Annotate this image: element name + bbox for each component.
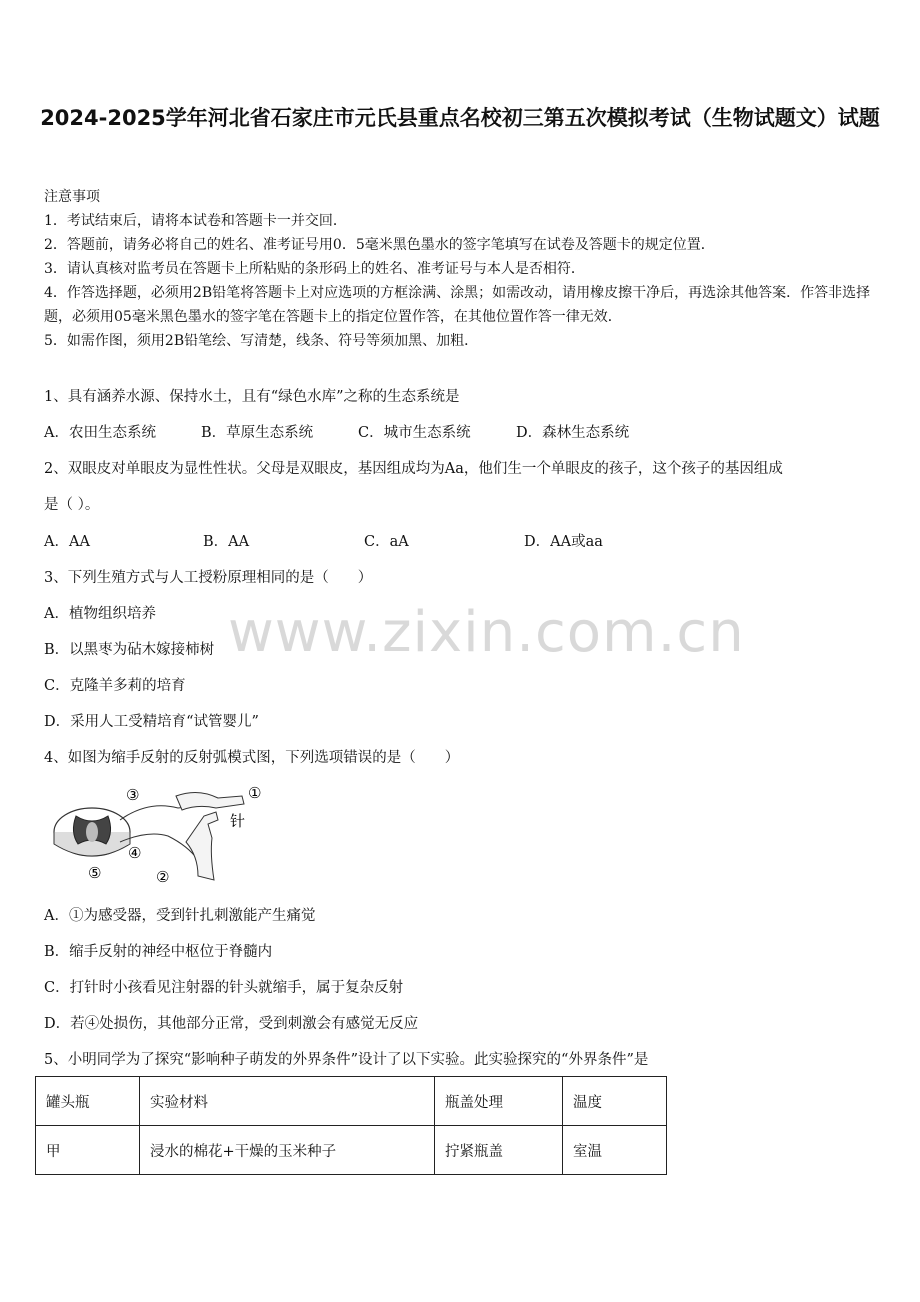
- option-a: A．农田生态系统: [44, 425, 156, 441]
- option-d: D．森林生态系统: [516, 425, 630, 441]
- option-a: A．①为感受器，受到针扎刺激能产生痛觉: [44, 908, 316, 924]
- option-b: B．缩手反射的神经中枢位于脊髓内: [44, 944, 273, 960]
- label-1: ①: [248, 784, 262, 802]
- option-d: D．AA或aa: [524, 534, 603, 550]
- watermark: www.zixin.com.cn: [228, 600, 745, 665]
- label-5: ⑤: [88, 864, 102, 882]
- question-3-stem: 3、下列生殖方式与人工授粉原理相同的是（ ）: [44, 570, 373, 586]
- notice-item: 5．如需作图，须用2B铅笔绘、写清楚，线条、符号等须加黑、加粗．: [44, 333, 479, 349]
- table-header: 罐头瓶: [36, 1077, 140, 1126]
- label-3: ③: [126, 786, 140, 804]
- table-cell: 甲: [36, 1126, 140, 1175]
- option-b: B．以黑枣为砧木嫁接柿树: [44, 642, 215, 658]
- notice-heading: 注意事项: [44, 189, 100, 205]
- notice-item: 2．答题前，请务必将自己的姓名、准考证号用0．5毫米黑色墨水的签字笔填写在试卷及答题卡的规定位置．: [44, 237, 715, 253]
- table-cell: 拧紧瓶盖: [435, 1126, 563, 1175]
- option-c: C．城市生态系统: [358, 425, 471, 441]
- question-1-stem: 1、具有涵养水源、保持水土，且有“绿色水库”之称的生态系统是: [44, 389, 460, 405]
- question-5-stem: 5、小明同学为了探究“影响种子萌发的外界条件”设计了以下实验。此实验探究的“外界条件”是: [44, 1052, 649, 1068]
- table-cell: 室温: [563, 1126, 667, 1175]
- option-b: B．AA: [203, 534, 250, 550]
- option-c: C．aA: [364, 534, 409, 550]
- option-a: A．AA: [44, 534, 90, 550]
- table-cell: 浸水的棉花+干燥的玉米种子: [140, 1126, 435, 1175]
- option-d: D．若④处损伤，其他部分正常，受到刺激会有感觉无反应: [44, 1016, 419, 1032]
- label-2: ②: [156, 868, 170, 886]
- notice-item: 3．请认真核对监考员在答题卡上所粘贴的条形码上的姓名、准考证号与本人是否相符．: [44, 261, 585, 277]
- experiment-table: [35, 1076, 667, 1175]
- question-2-stem-cont: 是（ ）。: [44, 497, 100, 513]
- option-c: C．打针时小孩看见注射器的针头就缩手，属于复杂反射: [44, 980, 404, 996]
- spinal-cord-figure: [54, 808, 130, 856]
- label-needle: 针: [230, 812, 246, 830]
- page-title: 2024-2025学年河北省石家庄市元氏县重点名校初三第五次模拟考试（生物试题文）试题: [40, 106, 880, 130]
- table-row: [36, 1126, 667, 1175]
- option-d: D．采用人工受精培育“试管婴儿”: [44, 714, 259, 730]
- reflex-arc-diagram: [48, 780, 262, 888]
- notice-item: 4．作答选择题，必须用2B铅笔将答题卡上对应选项的方框涂满、涂黑；如需改动，请用橡皮擦干净后，再选涂其他答案．作答非选择题，必须用05毫米黑色墨水的签字笔在答题卡上的指定位置作答，在其他位置作答一律无效．: [44, 285, 871, 325]
- table-header: 瓶盖处理: [435, 1077, 563, 1126]
- table-header: 实验材料: [140, 1077, 435, 1126]
- option-c: C．克隆羊多莉的培育: [44, 678, 186, 694]
- question-2-stem: 2、双眼皮对单眼皮为显性性状。父母是双眼皮，基因组成均为Aa，他们生一个单眼皮的孩子，这个孩子的基因组成: [44, 461, 783, 477]
- option-a: A．植物组织培养: [44, 606, 156, 622]
- notice-section: [44, 185, 884, 353]
- table-header-row: [36, 1077, 667, 1126]
- option-b: B．草原生态系统: [201, 425, 314, 441]
- label-4: ④: [128, 844, 142, 862]
- question-4-stem: 4、如图为缩手反射的反射弧模式图，下列选项错误的是（ ）: [44, 750, 460, 766]
- table-header: 温度: [563, 1077, 667, 1126]
- notice-item: 1．考试结束后，请将本试卷和答题卡一并交回．: [44, 213, 347, 229]
